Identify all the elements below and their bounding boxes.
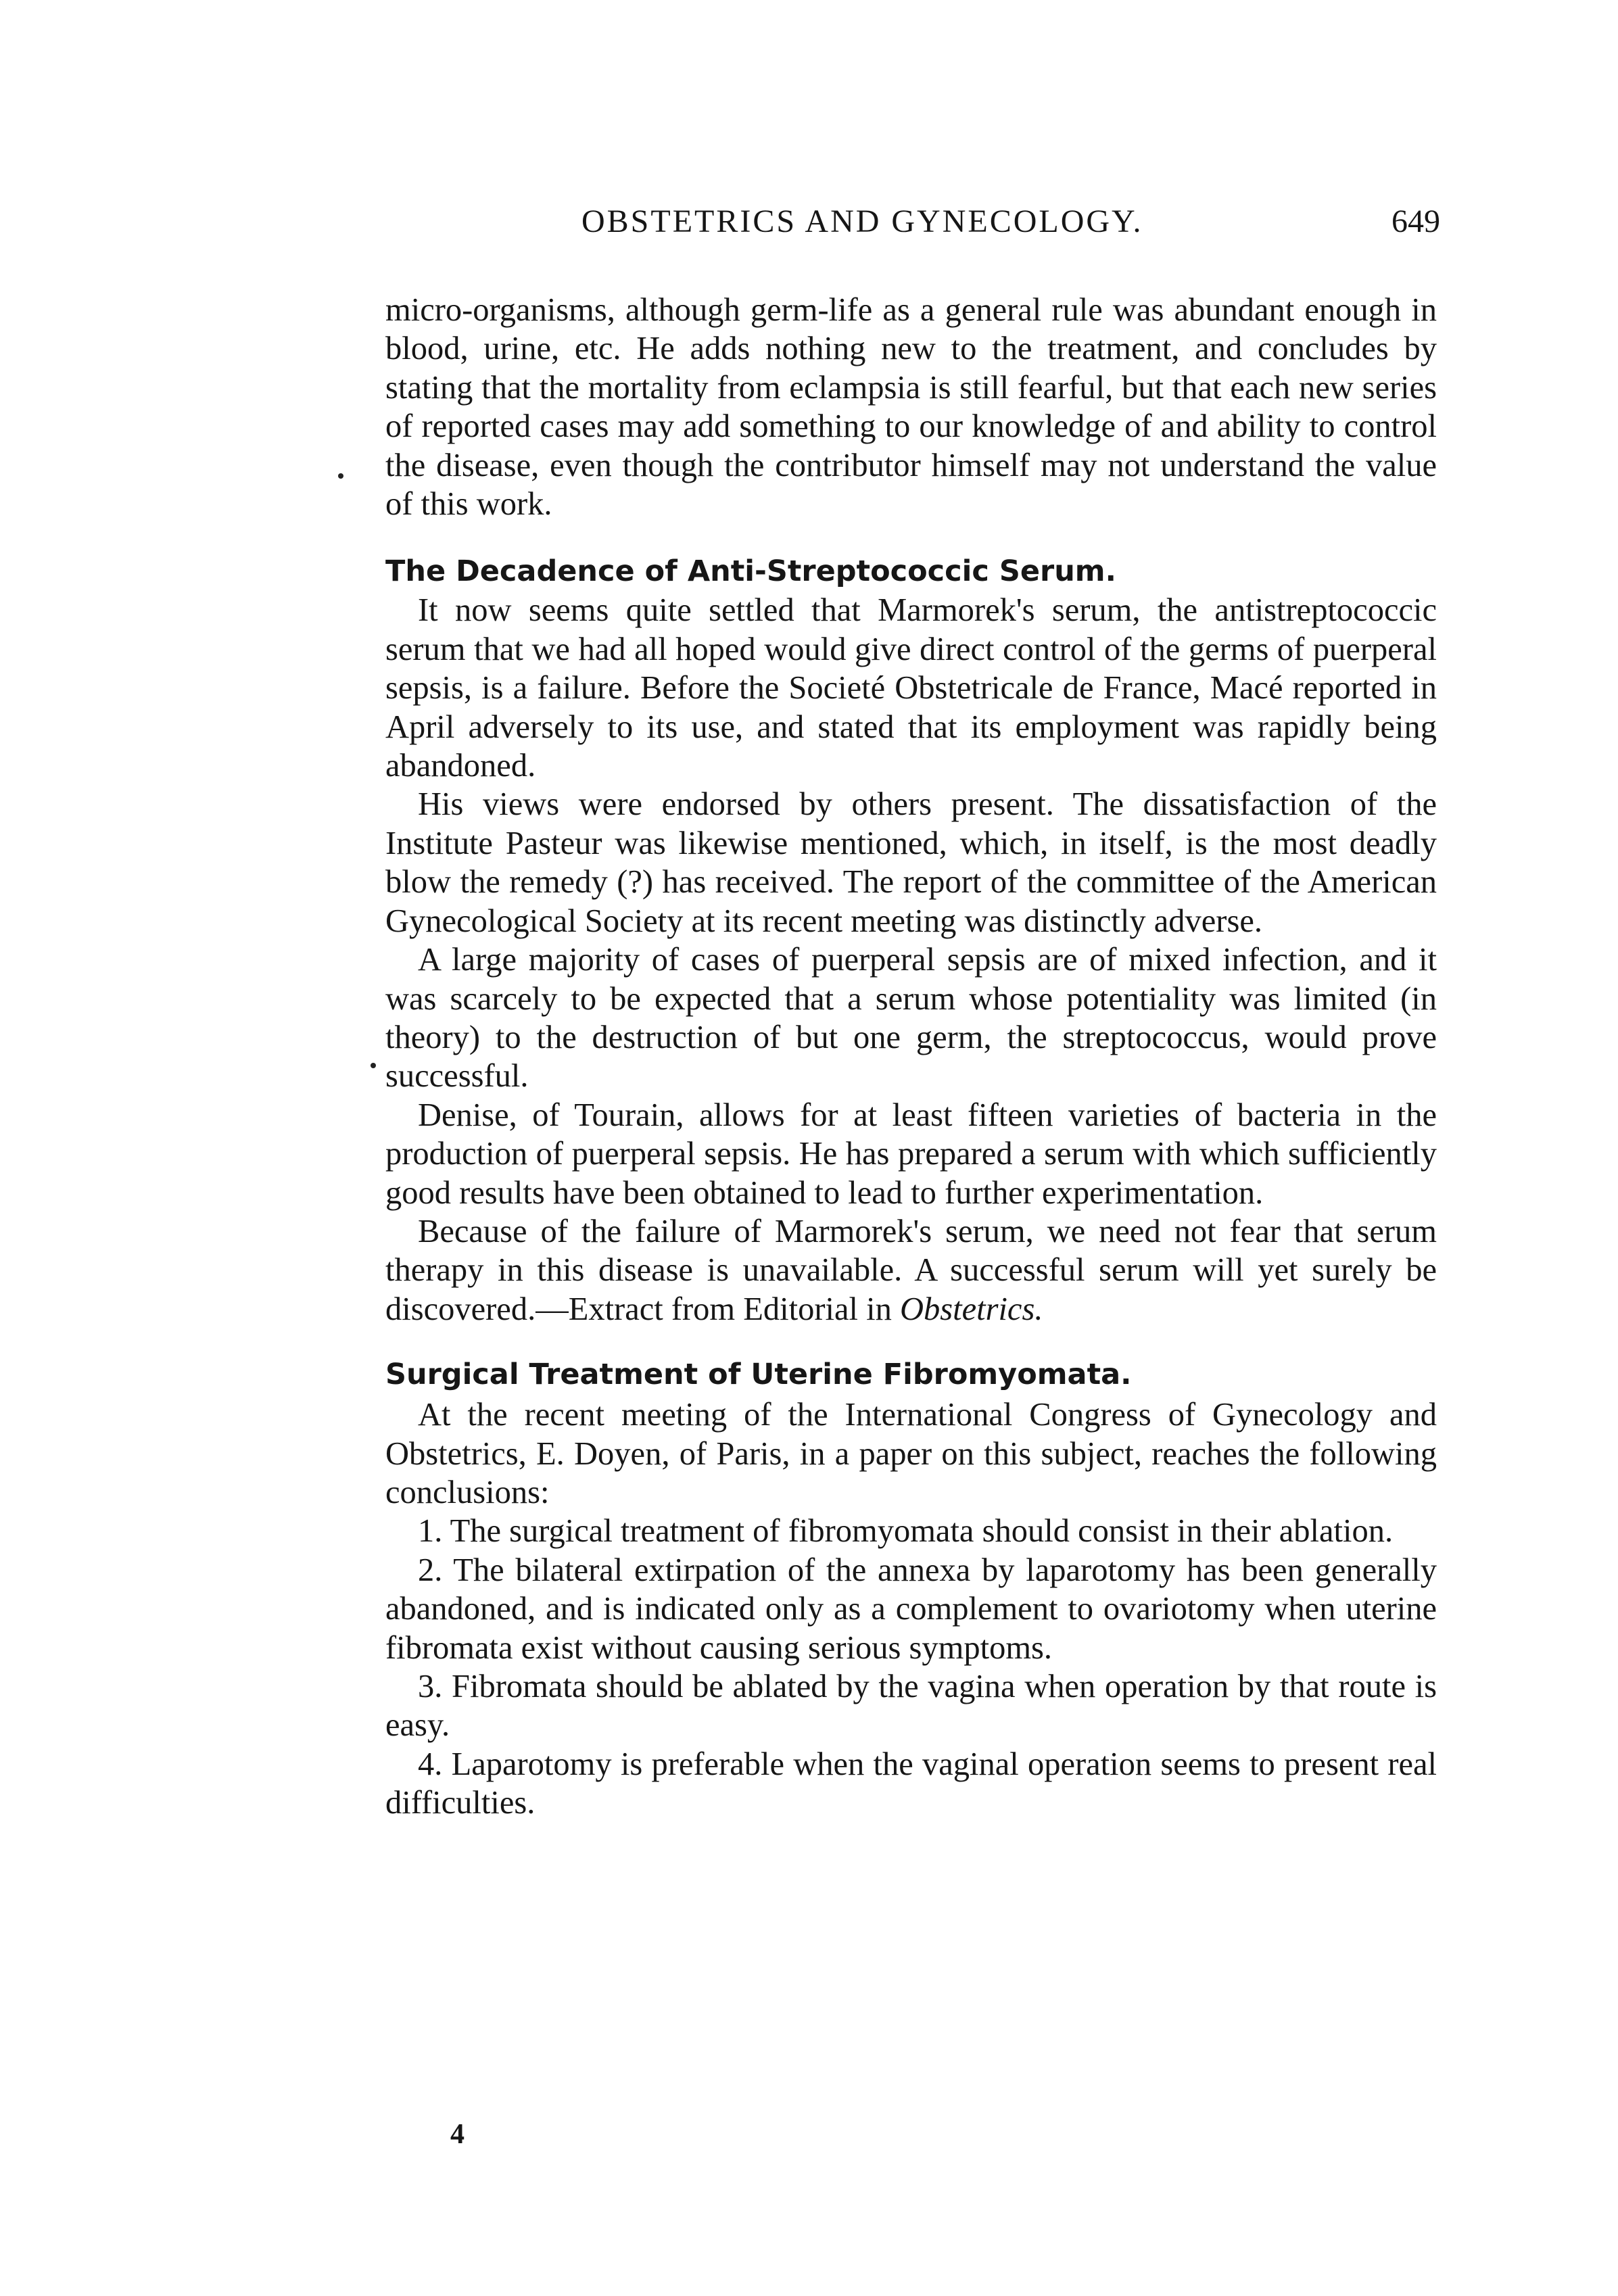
conclusion-item: 4. Laparotomy is preferable when the vaginal operation seems to present real difficulties.: [385, 1746, 1437, 1821]
section-heading-fibromyomata: Surgical Treatment of Uterine Fibromyomata.: [385, 1358, 1132, 1392]
paragraph: Denise, of Tourain, allows for at least fifteen varieties of bacteria in the production of puerperal sepsis. He has prepared a serum with which sufficiently good results have been obtained to lead to further experimentation.: [385, 1097, 1437, 1211]
page-header: [379, 203, 1440, 257]
intro-paragraph: micro-organisms, although germ-life as a general rule was abundant enough in blood, urine, etc. He adds nothing new to the treatment, and concludes by stating that the mortality from eclampsia is still fearful, but that each new series of reported cases may add something to our knowledge of and ability to control the disease, even though the contributor himself may not understand the value of this work.: [385, 292, 1437, 523]
paragraph: [385, 1212, 1437, 1329]
margin-mark: [338, 473, 343, 479]
page-number: 649: [1391, 204, 1440, 239]
source-title: Obstetrics.: [899, 1291, 1043, 1327]
margin-mark: [371, 1063, 376, 1068]
paragraph: A large majority of cases of puerperal sepsis are of mixed infection, and it was scarcely to be expected that a serum whose potentiality was limited (in theory) to the destruction of but one germ, the streptococcus, would prove successful.: [385, 942, 1437, 1095]
conclusion-item: 1. The surgical treatment of fibromyomata should consist in their ablation.: [418, 1513, 1394, 1550]
paragraph: At the recent meeting of the International Congress of Gynecology and Obstetrics, E. Doyen, of Paris, in a paper on this subject, reaches the following conclusions:: [385, 1397, 1437, 1510]
article-body: [385, 291, 1437, 1823]
paragraph: It now seems quite settled that Marmorek's serum, the antistreptococcic serum that we had all hoped would give direct control of the germs of puerperal sepsis, is a failure. Before the Societé Obstetricale de France, Macé reported in April adversely to its use, and stated that its employment was rapidly being abandoned.: [385, 592, 1437, 784]
section-heading-serum: The Decadence of Anti-Streptococcic Serum.: [385, 554, 1116, 589]
signature-mark: 4: [450, 2119, 465, 2150]
conclusion-item: 3. Fibromata should be ablated by the vagina when operation by that route is easy.: [385, 1669, 1437, 1744]
paragraph: His views were endorsed by others present. The dissatisfaction of the Institute Pasteur was likewise mentioned, which, in itself, is the most deadly blow the remedy (?) has received. The report of the committee of the American Gynecological Society at its recent meeting was distinctly adverse.: [385, 786, 1437, 939]
paragraph-text: Because of the failure of Marmorek's serum, we need not fear that serum therapy in this disease is unavailable. A successful serum will yet surely be discovered.—Extract from Editorial in: [385, 1213, 1437, 1327]
conclusion-item: 2. The bilateral extirpation of the annexa by laparotomy has been generally abandoned, and is indicated only as a complement to ovariotomy when uterine fibromata exist without causing serious symptoms.: [385, 1552, 1437, 1666]
running-head: OBSTETRICS AND GYNECOLOGY.: [581, 204, 1143, 239]
